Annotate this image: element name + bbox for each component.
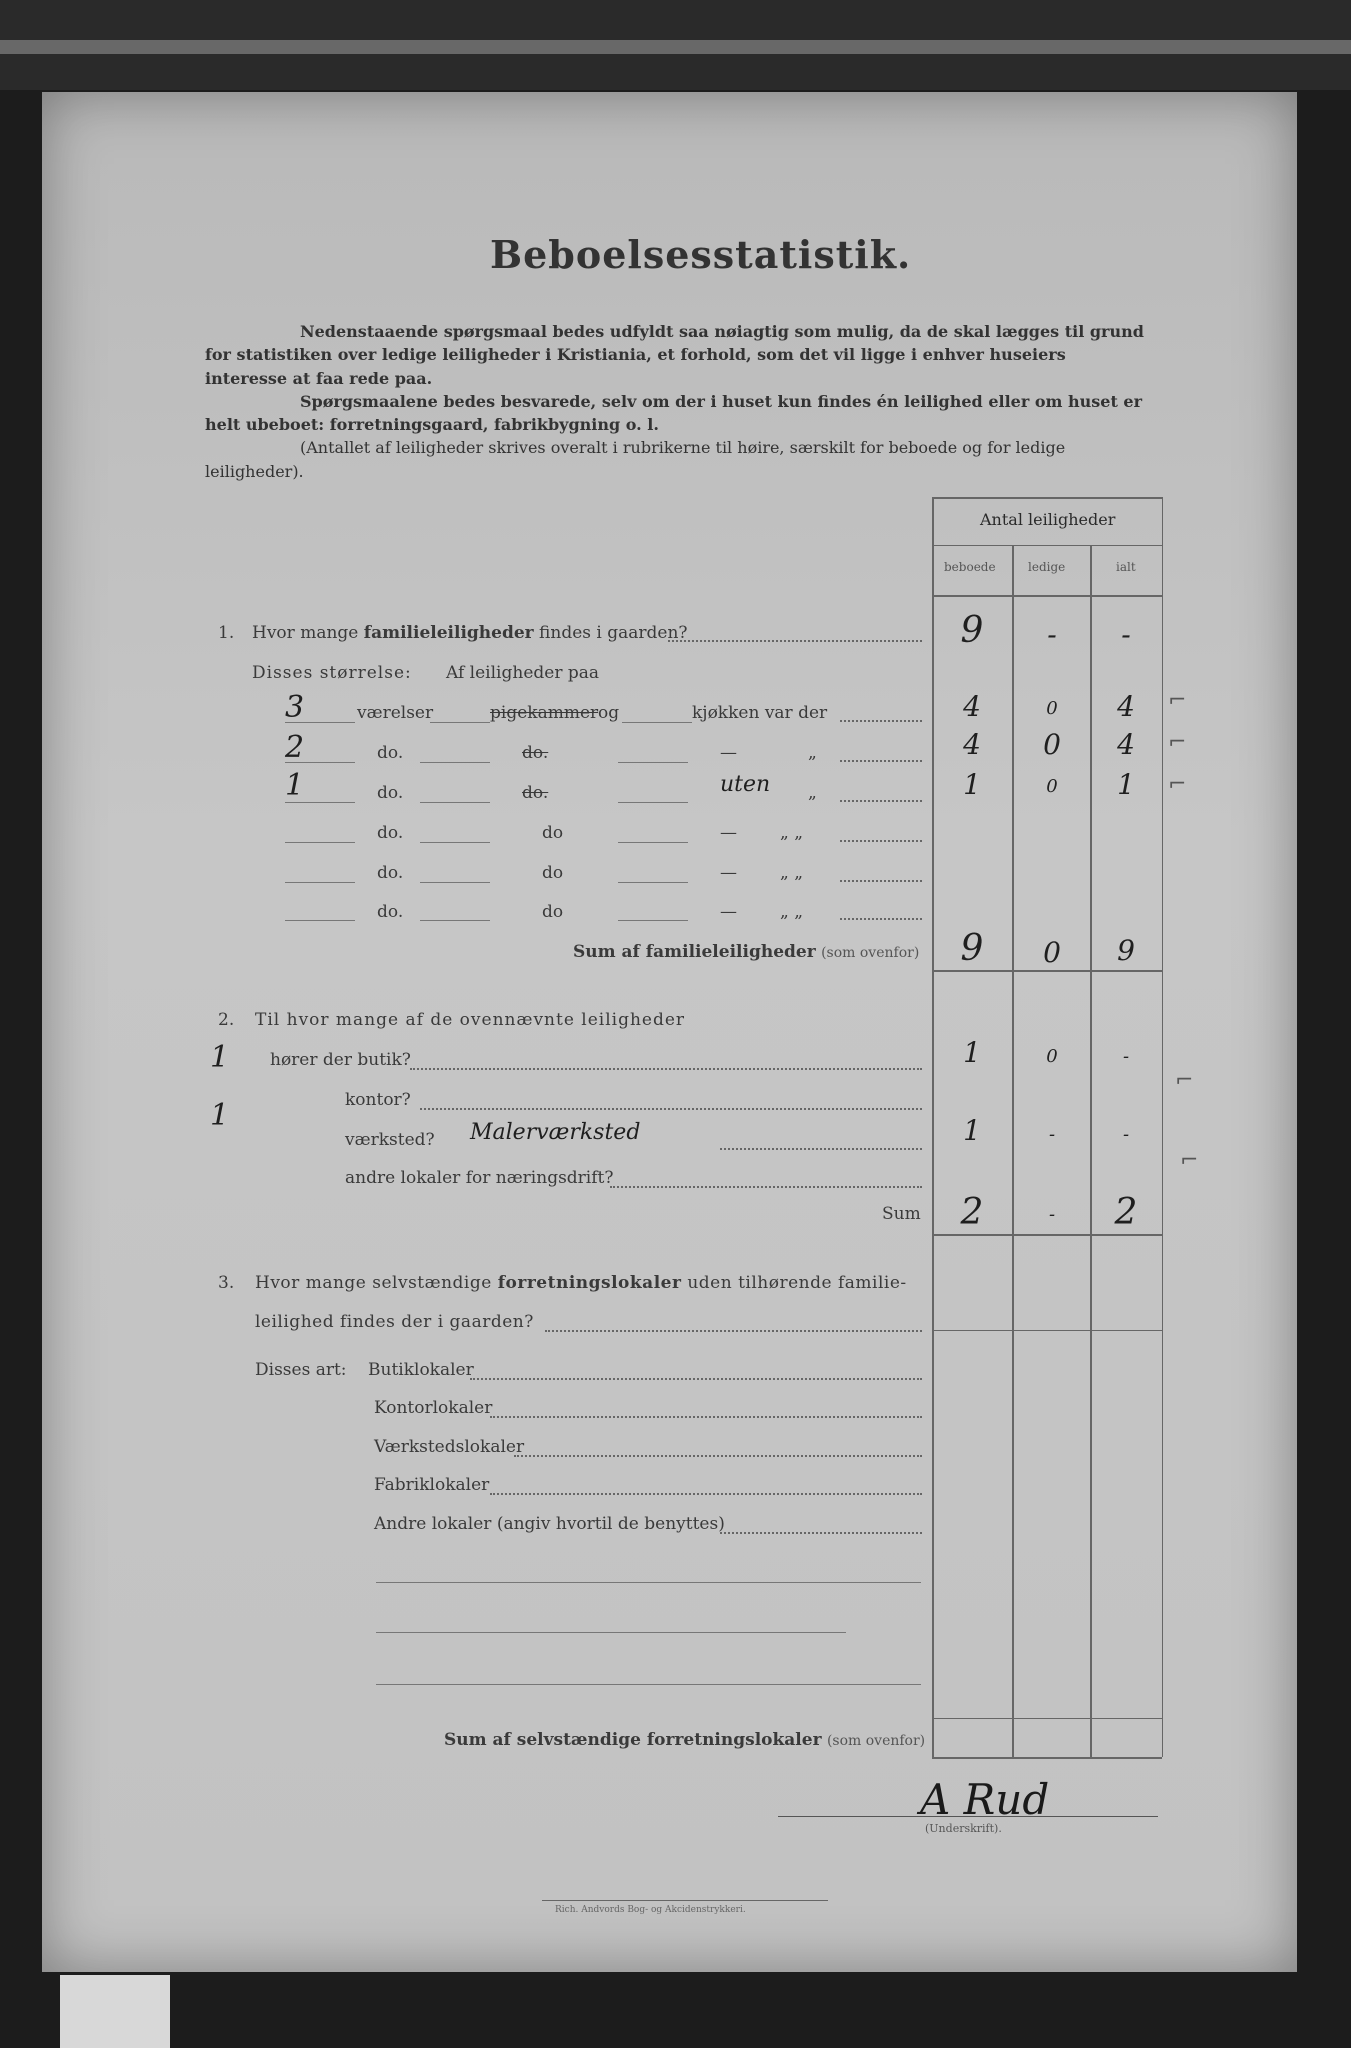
q2-row-vaerksted-margin: 1 [210,1098,230,1133]
q2-row-andre-label: andre lokaler for næringsdrift? [345,1168,614,1188]
q3-item-butik-dots [470,1378,922,1380]
q2-question: Til hvor mange af de ovennævnte leiligheder [255,1010,686,1030]
q1-row-2-line-a [420,762,490,763]
q1-row-6-w4: „ „ [780,902,804,922]
q1-row-4-w2: do [542,823,564,843]
q3-sum-label [444,1730,925,1750]
check-mark-icon: ⌐ [1180,1148,1199,1173]
q2-row-kontor-label: kontor? [345,1090,411,1110]
intro-line-5: helt ubeboet: forretningsgaard, fabrikbygning o. l. [205,415,659,434]
q1-text-bold: familieleiligheder [363,623,534,643]
signature: A Rud [920,1775,1050,1824]
q2-row-vaerksted-ledige: - [1048,1124,1056,1145]
table-col-rule-1 [1012,545,1014,1757]
q1-row-6-w1: do. [377,902,404,922]
q1-row-5-line-a [420,882,490,883]
q2-row-kontor-dots [420,1108,922,1110]
check-mark-icon: ⌐ [1168,688,1187,713]
q1-row-4-rooms-line [285,842,355,843]
q1-row-6-dots [840,918,922,920]
q1-sizes-sub: Af leiligheder paa [446,663,599,683]
q3-item-fabrik-dots [490,1493,922,1495]
q3-number: 3. [218,1273,235,1293]
q1-text-b: findes i gaarden? [533,623,688,643]
form-title: Beboelsesstatistik. [490,232,912,277]
q3-header-rule [932,1330,1162,1331]
q1-row-3-line-b [618,802,688,803]
q1-row-1-rooms: 3 [285,690,305,725]
signature-caption: (Underskrift). [925,1822,1002,1835]
intro-line-2: for statistiken over ledige leiligheder i Kristiania, et forhold, som det vil ligge i enhver huseiers [205,345,1066,364]
q3-item-vaerksted-dots [514,1455,922,1457]
scan-glare [60,1975,170,2048]
q1-sum-beboede: 9 [960,928,984,969]
intro-line-4: Spørgsmaalene bedes besvarede, selv om der i huset kun findes én leilighed eller om huset er [300,392,1143,411]
q1-number: 1. [218,623,235,643]
q1-row-3-rooms-line [285,802,355,803]
q3-question [255,1273,907,1293]
printer-rule [542,1900,828,1901]
q1-row-5-rooms-line [285,882,355,883]
q3-question-line-2: leilighed findes der i gaarden? [255,1312,534,1332]
q1-row-3-w4: „ [808,783,817,803]
q1-row-4-w1: do. [377,823,404,843]
q1-row-6-line-a [420,920,490,921]
q3-item-vaerksted: Værkstedslokaler [374,1437,525,1457]
q1-row-2-beboede: 4 [963,728,981,761]
q1-beboede: 9 [960,610,984,651]
q1-row-4-w4: „ „ [780,823,804,843]
table-header-rule [932,595,1162,597]
q1-row-3-ialt: 1 [1117,768,1135,801]
q3-question-dots [545,1330,922,1332]
q1-sum-ledige: 0 [1043,936,1061,969]
q3-blank-line-3 [376,1684,921,1685]
check-mark-icon: ⌐ [1168,772,1187,797]
q1-row-4-w3: — [720,823,737,843]
q2-sum-ledige: - [1048,1204,1056,1225]
q1-row-1-w3: og [598,703,620,723]
q1-sum-label-bold: Sum af familieleiligheder [573,942,816,962]
q1-row-1-line-b [622,722,692,723]
q1-text-a: Hvor mange [252,623,364,643]
q3-sum-rule [932,1757,1162,1759]
q2-row-butik-ialt: - [1122,1046,1130,1067]
q3-blank-line-2 [376,1632,846,1633]
q3-sum-top-rule [932,1718,1162,1719]
q3-sum-label-small: (som ovenfor) [826,1733,926,1749]
q1-row-5-w3: — [720,863,737,883]
q2-row-vaerksted-note: Malerværksted [470,1120,641,1145]
q1-question [252,623,688,643]
table-top-rule [932,497,1162,499]
q2-row-vaerksted-label: værksted? [345,1130,435,1150]
q3-item-butik: Butiklokaler [368,1360,474,1380]
q3-item-andre: Andre lokaler (angiv hvortil de benyttes) [374,1514,725,1534]
q2-sum-label: Sum [882,1204,921,1224]
q1-row-5-dots [840,880,922,882]
q1-row-6-line-b [618,920,688,921]
q1-sum-label [573,942,919,962]
printer-imprint: Rich. Andvords Bog- og Akcidenstrykkeri. [555,1905,746,1915]
q3-sum-label-bold: Sum af selvstændige forretningslokaler [444,1730,822,1750]
q1-row-2-ialt: 4 [1117,728,1135,761]
q2-number: 2. [218,1010,235,1030]
q2-sum-beboede: 2 [960,1192,984,1233]
q1-row-2-dots [840,760,922,762]
q1-row-4-line-b [618,842,688,843]
table-group-header: Antal leiligheder [980,510,1116,529]
q1-row-6-rooms-line [285,920,355,921]
q1-row-2-w4: „ [808,743,817,763]
q1-sum-ialt: 9 [1117,934,1135,967]
table-col-rule-2 [1090,545,1092,1757]
q1-row-2-w1: do. [377,743,404,763]
q2-row-andre-dots [610,1186,922,1188]
q1-row-3-ledige: 0 [1046,776,1058,797]
q1-row-1-w2: pigekammer [490,703,599,723]
q2-row-vaerksted-ialt: - [1122,1124,1130,1145]
q3-text-b: uden tilhørende familie- [681,1273,907,1293]
q2-row-butik-beboede: 1 [963,1036,981,1069]
intro-line-6: (Antallet af leiligheder skrives overalt i rubrikerne til høire, særskilt for beboede og for ledige [300,438,1066,457]
q1-row-2-w3: — [720,743,737,763]
q3-item-kontor: Kontorlokaler [374,1398,493,1418]
q1-row-6-w3: — [720,902,737,922]
q3-item-andre-dots [720,1532,922,1534]
q2-row-butik-margin: 1 [210,1040,230,1075]
q1-row-2-rooms: 2 [285,730,305,765]
intro-line-1: Nedenstaaende spørgsmaal bedes udfyldt saa nøiagtig som mulig, da de skal lægges til grund [300,322,1144,341]
q1-row-4-dots [840,840,922,842]
q1-row-3-dots [840,800,922,802]
q1-row-5-w4: „ „ [780,863,804,883]
q1-row-5-w2: do [542,863,564,883]
q1-row-3-w1: do. [377,783,404,803]
check-mark-icon: ⌐ [1168,730,1187,755]
q1-row-1-dots [840,720,922,722]
q2-row-butik-label: hører der butik? [270,1050,411,1070]
q3-item-kontor-dots [490,1416,922,1418]
table-group-rule [932,545,1162,546]
q2-row-butik-dots [410,1068,922,1070]
q1-row-3-rooms: 1 [285,768,305,803]
col-header-ialt: ialt [1116,560,1136,574]
q1-row-3-line-a [420,802,490,803]
q1-row-1-w4: kjøkken var der [692,703,828,723]
q1-row-2-line-b [618,762,688,763]
q1-sizes-label: Disses størrelse: [252,663,412,683]
q1-row-2-rooms-line [285,762,355,763]
q1-row-1-rooms-line [285,722,355,723]
intro-line-7: leiligheder). [205,462,304,481]
col-header-beboede: beboede [944,560,996,574]
q1-leader-dots [668,640,922,642]
q1-ialt: - [1121,618,1131,651]
q1-row-1-w1: værelser [357,703,434,723]
q1-row-3-beboede: 1 [963,768,981,801]
q1-ledige: - [1047,618,1057,651]
q1-row-1-line-a [430,722,490,723]
q1-row-2-w2: do. [522,743,549,763]
q2-sum-rule [932,1234,1162,1236]
intro-line-3: interesse at faa rede paa. [205,369,433,388]
q3-item-fabrik: Fabriklokaler [374,1475,490,1495]
film-edge-strip [0,40,1351,54]
q2-sum-ialt: 2 [1114,1192,1138,1233]
q1-row-5-line-b [618,882,688,883]
q3-text-a: Hvor mange selvstændige [255,1273,498,1293]
q1-row-3-w2: do. [522,783,549,803]
q3-text-bold: forretningslokaler [497,1273,682,1293]
q1-row-4-line-a [420,842,490,843]
q2-row-vaerksted-beboede: 1 [963,1114,981,1147]
q2-row-butik-ledige: 0 [1046,1046,1058,1067]
q1-row-3-note: uten [720,772,771,797]
q1-sum-rule [932,970,1162,972]
q1-row-2-ledige: 0 [1043,728,1061,761]
q1-sum-label-small: (som ovenfor) [821,945,920,961]
col-header-ledige: ledige [1028,560,1066,574]
q1-row-5-w1: do. [377,863,404,883]
q1-row-6-w2: do [542,902,564,922]
q1-row-1-ialt: 4 [1117,690,1135,723]
q2-row-vaerksted-dots [720,1148,922,1150]
q3-blank-line-1 [376,1582,921,1583]
q1-row-1-beboede: 4 [963,690,981,723]
q1-row-1-ledige: 0 [1046,698,1058,719]
q3-art-label: Disses art: [255,1360,347,1380]
check-mark-icon: ⌐ [1175,1068,1194,1093]
